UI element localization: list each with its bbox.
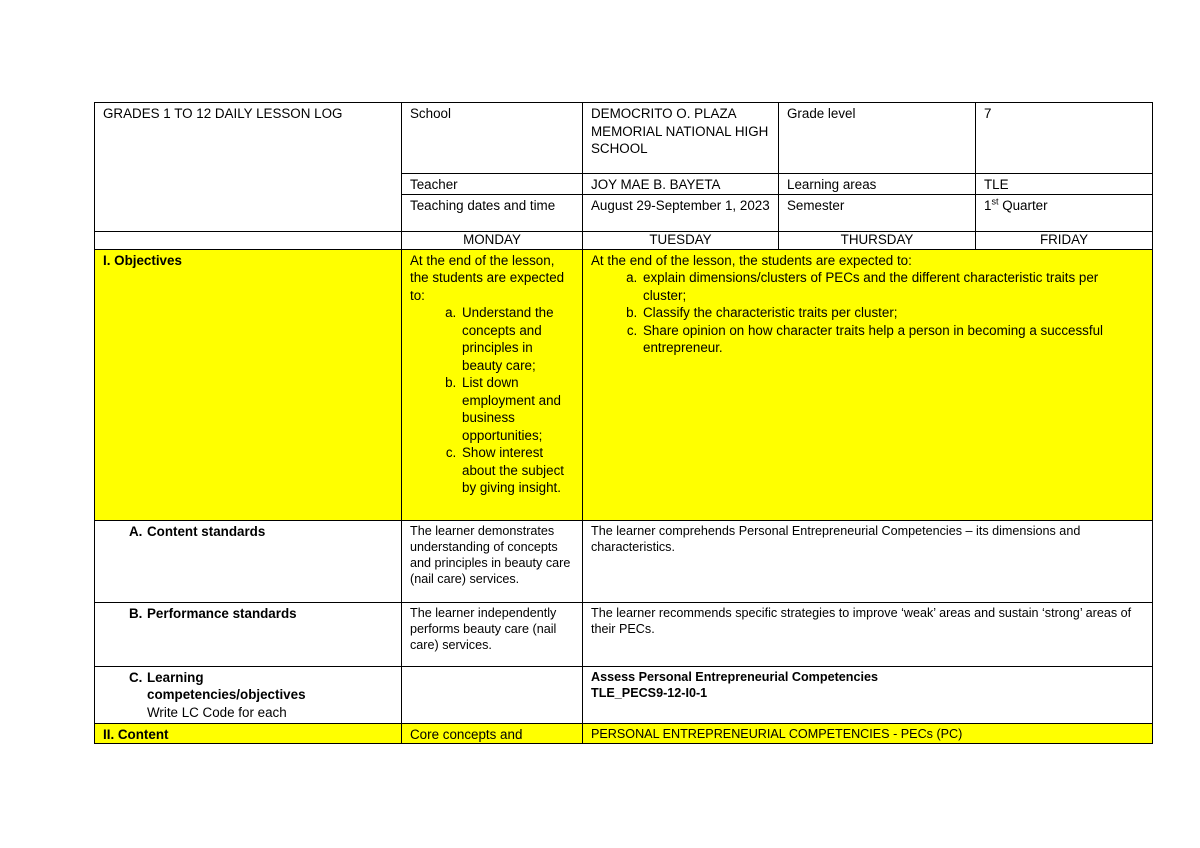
list-item: c. Show interest about the subject by giving insight. — [460, 444, 574, 497]
objectives-monday-list — [410, 304, 574, 497]
learning-competencies-rest-code: TLE_PECS9-12-I0-1 — [591, 685, 708, 700]
grade-value: 7 — [976, 103, 1153, 174]
area-value: TLE — [976, 174, 1153, 195]
performance-standards-text: Performance standards — [147, 605, 297, 621]
learning-competencies-monday — [402, 666, 583, 723]
list-item: b. Classify the characteristic traits per cluster; — [641, 304, 1144, 322]
content-standards-letter: A. — [129, 523, 143, 539]
objectives-rest-list — [591, 269, 1144, 357]
learning-competencies-heading — [129, 669, 393, 704]
day-tuesday: TUESDAY — [583, 231, 779, 249]
performance-standards-rest: The learner recommends specific strategies to improve ‘weak’ areas and sustain ‘strong’ areas of their PECs. — [583, 602, 1153, 666]
content-row — [95, 723, 1153, 744]
content-standards-rest: The learner comprehends Personal Entrepreneurial Competencies – its dimensions and characteristics. — [583, 520, 1153, 602]
objectives-rest-intro: At the end of the lesson, the students are expected to: — [591, 252, 912, 268]
objectives-monday — [402, 249, 583, 520]
performance-standards-monday: The learner independently performs beauty care (nail care) services. — [402, 602, 583, 666]
objectives-monday-intro: At the end of the lesson, the students are expected to: — [410, 252, 565, 303]
learning-competencies-rest-title: Assess Personal Entrepreneurial Competencies — [591, 669, 878, 684]
grade-label: Grade level — [779, 103, 976, 174]
content-standards-row — [95, 520, 1153, 602]
teacher-value: JOY MAE B. BAYETA — [583, 174, 779, 195]
learning-competencies-rest — [583, 666, 1153, 723]
semester-rest: Quarter — [998, 197, 1048, 213]
days-row — [95, 231, 1153, 249]
list-item: a. explain dimensions/clusters of PECs and the different characteristic traits per cluster; — [641, 269, 1144, 304]
objectives-rest — [583, 249, 1153, 520]
semester-sup: st — [991, 196, 999, 207]
content-standards-monday: The learner demonstrates understanding of concepts and principles in beauty care (nail care) services. — [402, 520, 583, 602]
learning-competencies-row — [95, 666, 1153, 723]
day-thursday: THURSDAY — [779, 231, 976, 249]
school-label: School — [402, 103, 583, 174]
semester-num: 1 — [984, 197, 992, 213]
teacher-label: Teacher — [402, 174, 583, 195]
semester-label: Semester — [779, 194, 976, 231]
content-standards-text: Content standards — [147, 523, 266, 539]
learning-competencies-sub: Write LC Code for each — [147, 704, 287, 720]
area-label: Learning areas — [779, 174, 976, 195]
day-monday: MONDAY — [402, 231, 583, 249]
objectives-row — [95, 249, 1153, 520]
list-item: b. List down employment and business opportunities; — [460, 374, 574, 444]
objectives-label: I. Objectives — [95, 249, 402, 520]
content-label: II. Content — [95, 723, 402, 744]
lesson-log-table — [94, 102, 1153, 744]
header-row-school — [95, 103, 1153, 174]
list-item: c. Share opinion on how character traits help a person in becoming a successful entrepreneur. — [641, 322, 1144, 357]
performance-standards-label — [95, 602, 402, 666]
dates-label: Teaching dates and time — [402, 194, 583, 231]
content-monday: Core concepts and — [402, 723, 583, 744]
learning-competencies-letter: C. — [129, 669, 143, 685]
content-rest: PERSONAL ENTREPRENEURIAL COMPETENCIES - PECs (PC) — [583, 723, 1153, 744]
learning-competencies-text: Learning competencies/objectives — [147, 669, 306, 702]
learning-competencies-label — [95, 666, 402, 723]
log-title: GRADES 1 TO 12 DAILY LESSON LOG — [95, 103, 402, 232]
dates-value: August 29-September 1, 2023 — [583, 194, 779, 231]
performance-standards-letter: B. — [129, 605, 143, 621]
day-friday: FRIDAY — [976, 231, 1153, 249]
days-blank — [95, 231, 402, 249]
content-standards-label — [95, 520, 402, 602]
school-value: DEMOCRITO O. PLAZA MEMORIAL NATIONAL HIGH SCHOOL — [583, 103, 779, 174]
list-item: a. Understand the concepts and principles in beauty care; — [460, 304, 574, 374]
semester-value — [976, 194, 1153, 231]
performance-standards-row — [95, 602, 1153, 666]
